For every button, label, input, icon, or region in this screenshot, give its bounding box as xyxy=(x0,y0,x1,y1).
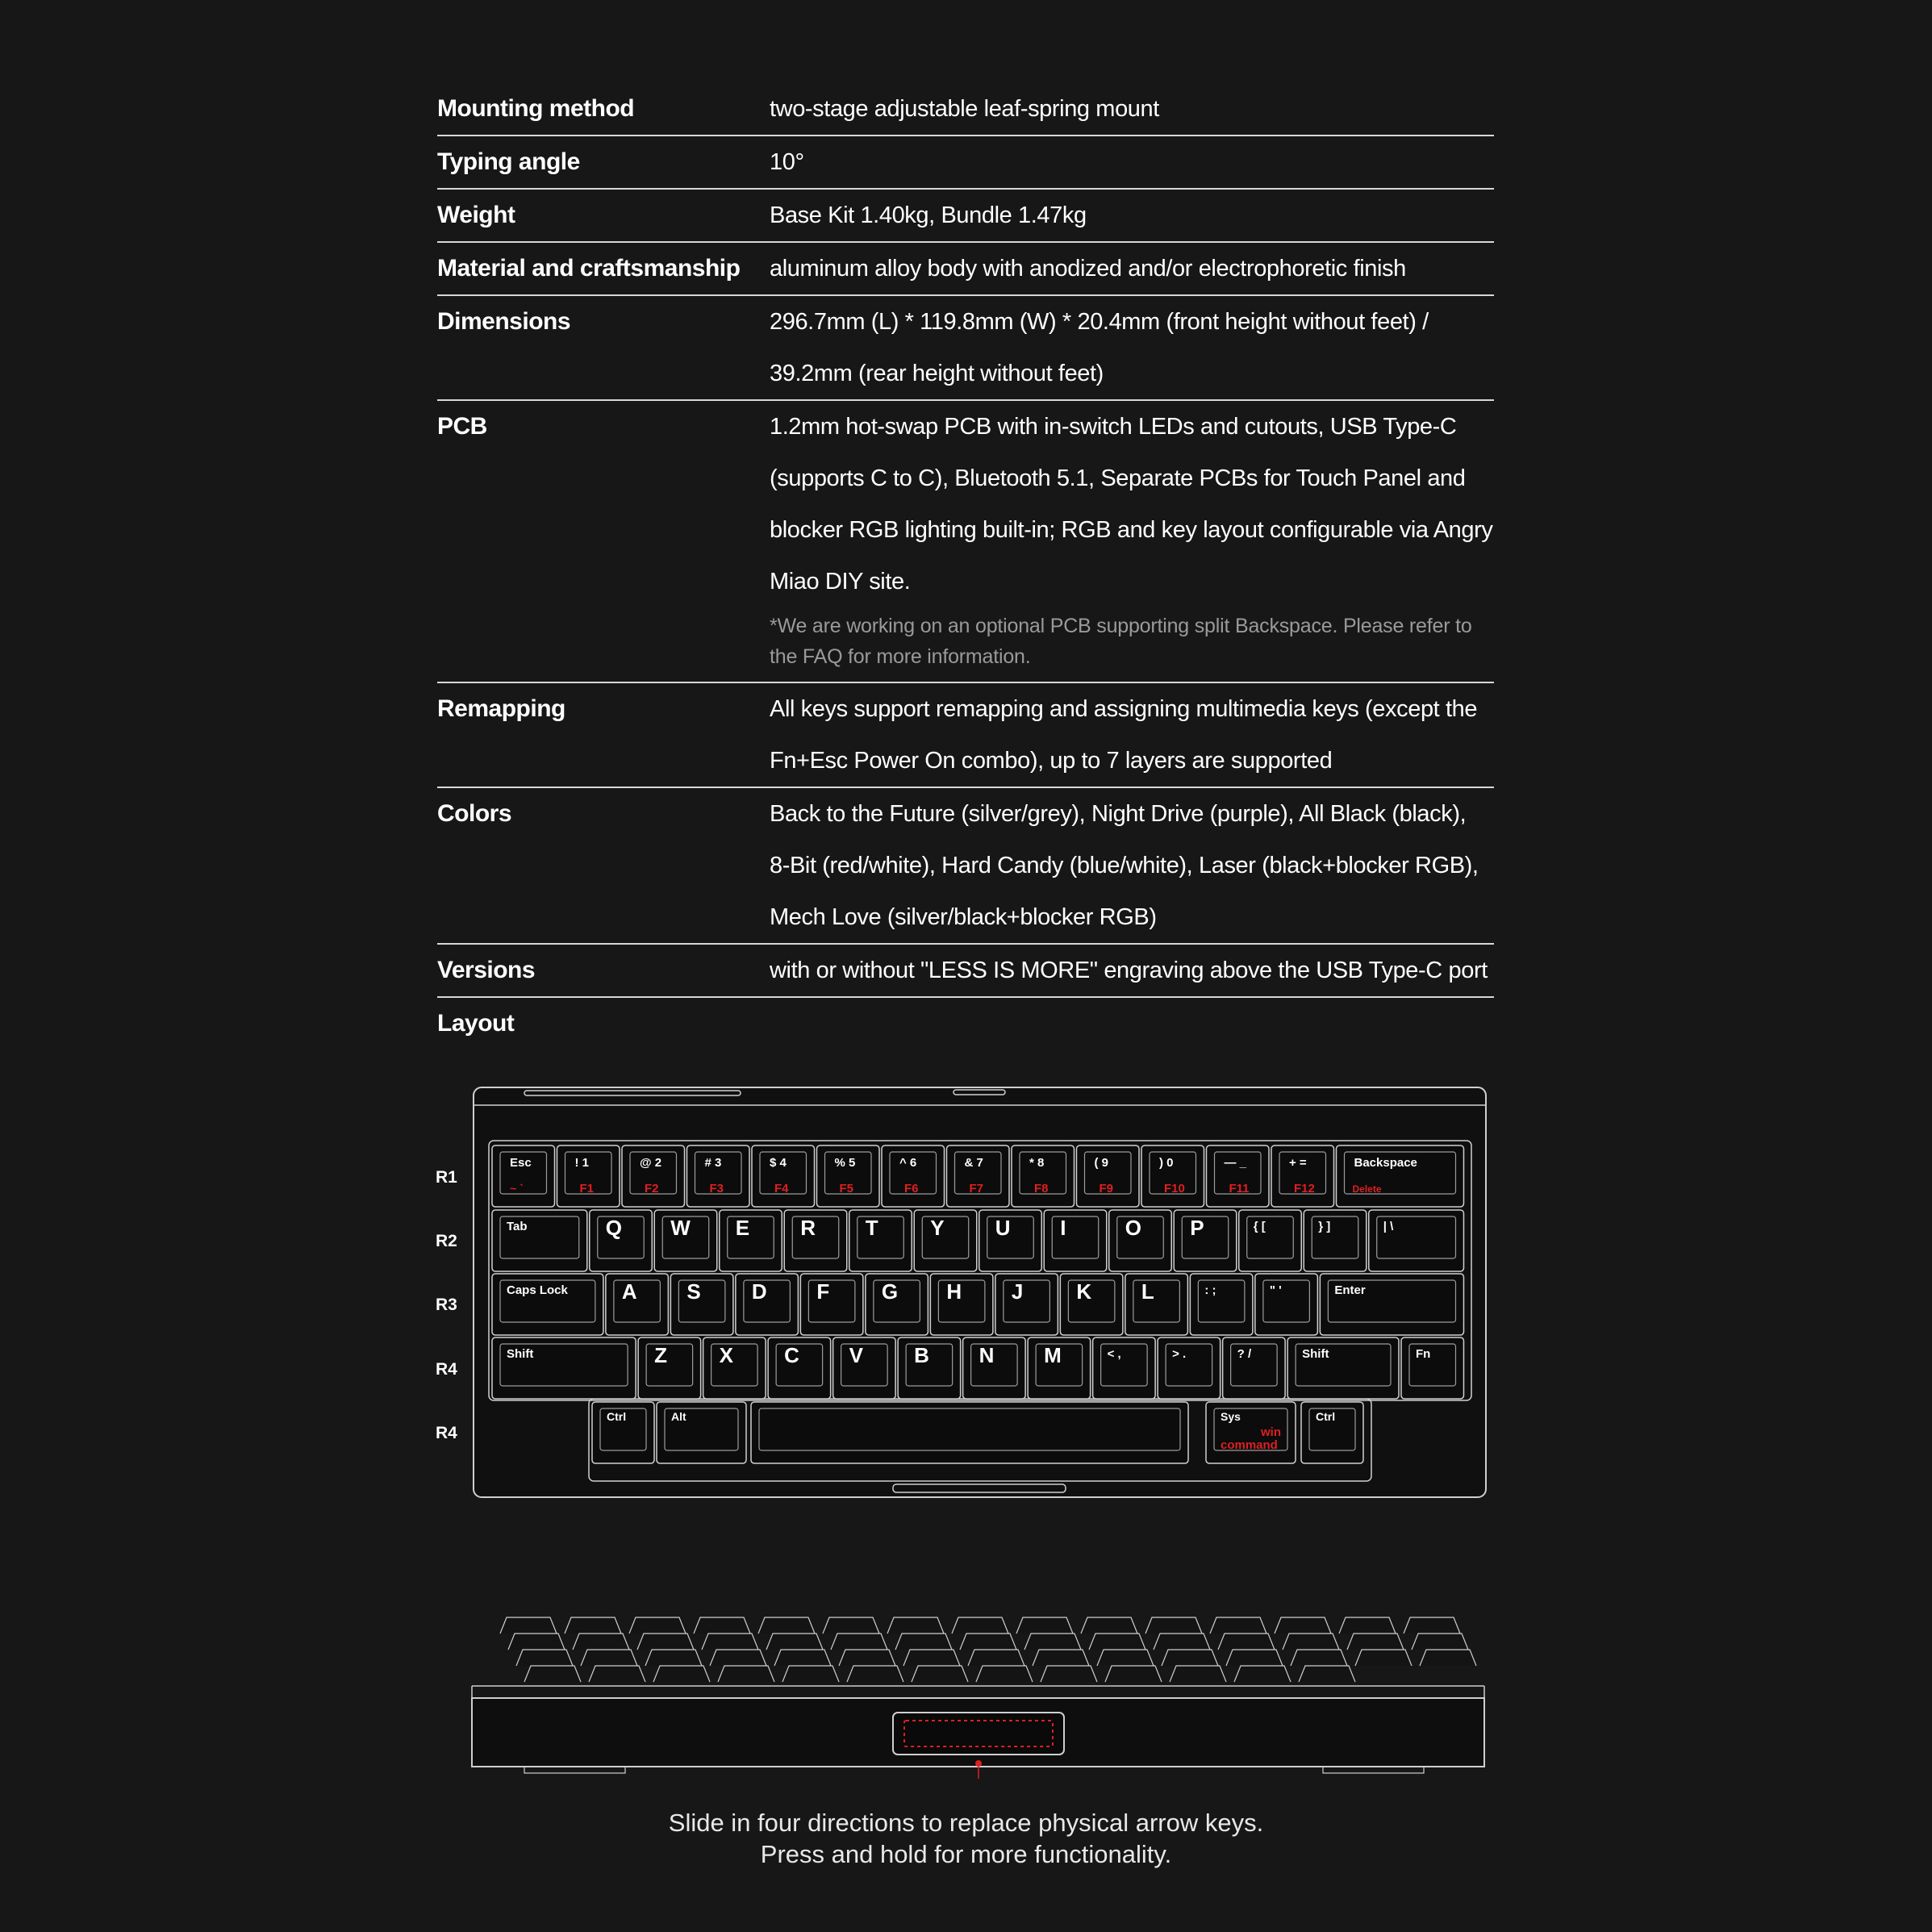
key-legend: Y xyxy=(930,1216,945,1240)
spec-note-line: the FAQ for more information. xyxy=(770,645,1031,668)
key[interactable] xyxy=(1190,1274,1253,1335)
keycap-profile xyxy=(500,1617,557,1634)
key-legend: ~ ` xyxy=(510,1182,524,1195)
keycap-profile xyxy=(637,1634,694,1650)
keycap-profile xyxy=(1154,1634,1210,1650)
key[interactable] xyxy=(1174,1210,1237,1271)
key-legend: ! 1 xyxy=(574,1156,590,1170)
spec-value xyxy=(770,998,1494,1049)
keycap-profile xyxy=(573,1634,629,1650)
keycap-profile xyxy=(1226,1650,1283,1666)
spec-value xyxy=(770,296,1494,399)
key[interactable] xyxy=(947,1145,1010,1207)
spec-label: Dimensions xyxy=(437,308,571,335)
spec-note-line: *We are working on an optional PCB supporting split Backspace. Please refer to xyxy=(770,615,1472,637)
key-legend: C xyxy=(784,1343,799,1367)
spec-row xyxy=(437,401,1494,683)
key-legend: Shift xyxy=(1302,1347,1329,1361)
key-legend: T xyxy=(865,1216,878,1240)
keycap-profile xyxy=(968,1650,1024,1666)
spec-label: Weight xyxy=(437,202,515,228)
keycap-profile xyxy=(1024,1634,1081,1650)
key-legend: S xyxy=(686,1279,701,1304)
keycap-profile xyxy=(629,1617,686,1634)
key-legend: F3 xyxy=(709,1182,724,1196)
key-legend: F10 xyxy=(1164,1182,1185,1196)
key[interactable] xyxy=(1223,1337,1286,1399)
key[interactable] xyxy=(1044,1210,1107,1271)
spec-row xyxy=(437,243,1494,296)
keycap-profile xyxy=(516,1650,573,1666)
spec-label: PCB xyxy=(437,413,487,440)
key-legend: R xyxy=(800,1216,816,1240)
spec-value-line: 10° xyxy=(770,149,804,175)
key-legend: Caps Lock xyxy=(507,1283,568,1297)
key-legend: @ 2 xyxy=(640,1156,662,1170)
key-legend: Delete xyxy=(1352,1183,1382,1195)
key-legend: ) 0 xyxy=(1159,1156,1174,1170)
spec-row xyxy=(437,788,1494,945)
key[interactable] xyxy=(930,1274,993,1335)
key[interactable] xyxy=(622,1145,685,1207)
key-legend: * 8 xyxy=(1029,1156,1045,1170)
keycap-profile xyxy=(1275,1617,1331,1634)
keycap-profile xyxy=(1016,1617,1073,1634)
key-legend: Enter xyxy=(1334,1283,1366,1297)
spec-row xyxy=(437,136,1494,190)
keycap-profile xyxy=(1089,1634,1145,1650)
touch-panel-caption xyxy=(0,1807,1932,1870)
keycap-profile xyxy=(653,1666,710,1682)
keycap-profile xyxy=(1299,1666,1355,1682)
key-legend: Fn xyxy=(1416,1347,1431,1361)
key-legend: N xyxy=(979,1343,995,1367)
caption-line-2: Press and hold for more functionality. xyxy=(760,1840,1172,1868)
spec-label: Colors xyxy=(437,800,512,827)
key[interactable] xyxy=(914,1210,977,1271)
key[interactable] xyxy=(638,1337,701,1399)
keycap-profile xyxy=(508,1634,565,1650)
key[interactable] xyxy=(1401,1337,1464,1399)
key-legend: ^ 6 xyxy=(899,1156,917,1170)
row-label: R4 xyxy=(436,1424,457,1442)
key[interactable] xyxy=(1301,1402,1363,1463)
key-legend: " ' xyxy=(1269,1283,1282,1297)
keycap-profile xyxy=(823,1617,879,1634)
key-legend: } ] xyxy=(1318,1220,1331,1233)
spec-row xyxy=(437,296,1494,401)
key-legend: F2 xyxy=(645,1182,659,1196)
key[interactable] xyxy=(768,1337,831,1399)
key-legend: % 5 xyxy=(834,1156,856,1170)
key-legend: Ctrl xyxy=(607,1410,627,1423)
key[interactable] xyxy=(1255,1274,1318,1335)
foot-left xyxy=(524,1767,625,1773)
keycap-profile xyxy=(702,1634,758,1650)
key-legend: X xyxy=(719,1343,733,1367)
key[interactable] xyxy=(1158,1337,1221,1399)
key[interactable] xyxy=(1077,1145,1140,1207)
keycap-profile xyxy=(766,1634,823,1650)
spec-label: Remapping xyxy=(437,695,565,722)
key-legend: F12 xyxy=(1294,1182,1315,1196)
key-legend: $ 4 xyxy=(770,1156,787,1170)
key-legend: W xyxy=(670,1216,691,1240)
key-legend: O xyxy=(1125,1216,1141,1240)
key[interactable] xyxy=(784,1210,847,1271)
key-legend: A xyxy=(621,1279,637,1304)
keycap-profile xyxy=(831,1634,887,1650)
key-legend: B xyxy=(914,1343,929,1367)
key-legend: win xyxy=(1261,1425,1281,1439)
key-legend: ? / xyxy=(1237,1347,1252,1361)
spec-value-line: Fn+Esc Power On combo), up to 7 layers are supported xyxy=(770,748,1333,774)
keycap-profile xyxy=(895,1634,952,1650)
key-legend: M xyxy=(1044,1343,1062,1367)
key-legend: Shift xyxy=(507,1347,534,1361)
spec-value-line: 39.2mm (rear height without feet) xyxy=(770,361,1104,386)
key[interactable] xyxy=(703,1337,766,1399)
keycap-profile xyxy=(847,1666,903,1682)
key-legend: D xyxy=(751,1279,767,1304)
key-legend: & 7 xyxy=(964,1156,983,1170)
spec-value-line: (supports C to C), Bluetooth 5.1, Separate PCBs for Touch Panel and xyxy=(770,465,1466,491)
key-legend: F6 xyxy=(904,1182,919,1196)
key-legend: > . xyxy=(1172,1347,1187,1361)
key[interactable] xyxy=(1141,1145,1204,1207)
keycap-profile xyxy=(758,1617,815,1634)
caption-line-1: Slide in four directions to replace physical arrow keys. xyxy=(668,1809,1264,1837)
spec-value-line: with or without "LESS IS MORE" engraving above the USB Type-C port xyxy=(770,958,1488,983)
key-legend: Z xyxy=(654,1343,668,1367)
keycap-profile xyxy=(1291,1650,1347,1666)
spec-label: Layout xyxy=(437,1010,515,1037)
key-legend: + = xyxy=(1289,1156,1307,1170)
key[interactable] xyxy=(1239,1210,1302,1271)
keycap-profile xyxy=(839,1650,895,1666)
keycap-profile xyxy=(1145,1617,1202,1634)
keycap-profile xyxy=(1041,1666,1097,1682)
keycap-profile xyxy=(903,1650,960,1666)
key[interactable] xyxy=(800,1274,863,1335)
keycap-profile xyxy=(718,1666,774,1682)
key-legend: Ctrl xyxy=(1316,1410,1336,1423)
spec-value xyxy=(770,83,1494,135)
keycap-profile xyxy=(694,1617,750,1634)
key[interactable] xyxy=(492,1337,636,1399)
key-legend: F1 xyxy=(579,1182,595,1196)
spec-value xyxy=(770,190,1494,241)
keycap-profile xyxy=(1412,1634,1468,1650)
key[interactable] xyxy=(995,1274,1058,1335)
key[interactable] xyxy=(1206,1402,1296,1463)
spec-value xyxy=(770,683,1494,787)
key[interactable] xyxy=(590,1210,653,1271)
keycap-profile xyxy=(774,1650,831,1666)
touch-panel-pointer-dot xyxy=(975,1760,982,1767)
key-legend: F7 xyxy=(969,1182,984,1196)
key[interactable] xyxy=(654,1210,717,1271)
keyboard-side-view xyxy=(464,1609,1488,1779)
key[interactable] xyxy=(492,1274,603,1335)
keycap-profile xyxy=(952,1617,1008,1634)
key[interactable] xyxy=(1012,1145,1074,1207)
keycap-profile xyxy=(589,1666,645,1682)
key-legend: ( 9 xyxy=(1094,1156,1109,1170)
key-legend: F9 xyxy=(1099,1182,1114,1196)
key[interactable] xyxy=(979,1210,1042,1271)
key[interactable] xyxy=(592,1402,654,1463)
spec-value-line: 296.7mm (L) * 119.8mm (W) * 20.4mm (front height without feet) / xyxy=(770,309,1429,335)
spec-label: Material and craftsmanship xyxy=(437,255,741,282)
keycap-profile xyxy=(912,1666,968,1682)
key[interactable] xyxy=(1369,1210,1464,1271)
keycap-profile xyxy=(782,1666,839,1682)
row-label: R3 xyxy=(436,1296,457,1314)
key-legend: F11 xyxy=(1229,1182,1250,1196)
key[interactable] xyxy=(849,1210,912,1271)
key[interactable] xyxy=(1125,1274,1188,1335)
spec-value xyxy=(770,945,1494,996)
spec-row xyxy=(437,190,1494,243)
key-legend: G xyxy=(881,1279,899,1304)
spec-value xyxy=(770,401,1494,682)
key-legend: Esc xyxy=(510,1156,532,1170)
keycap-profile xyxy=(887,1617,944,1634)
keycap-profile xyxy=(1218,1634,1275,1650)
key-legend: K xyxy=(1076,1279,1092,1304)
key-legend: Sys xyxy=(1221,1410,1241,1423)
spec-table xyxy=(437,83,1494,1049)
key-legend: # 3 xyxy=(704,1156,722,1170)
key-legend: U xyxy=(995,1216,1011,1240)
keycap-profile xyxy=(1339,1617,1396,1634)
spec-value xyxy=(770,788,1494,943)
spec-label: Mounting method xyxy=(437,95,635,122)
keycap-profile xyxy=(1420,1650,1476,1666)
spec-value-line: Miao DIY site. xyxy=(770,569,911,595)
row-label: R2 xyxy=(436,1232,457,1250)
keycap-profile xyxy=(1105,1666,1162,1682)
key-legend: F8 xyxy=(1034,1182,1049,1196)
keycap-profile xyxy=(1097,1650,1154,1666)
key-legend: L xyxy=(1141,1279,1154,1304)
keycap-profile xyxy=(1283,1634,1339,1650)
keycap-profile xyxy=(581,1650,637,1666)
key-legend: < , xyxy=(1107,1347,1121,1361)
key[interactable] xyxy=(751,1402,1188,1463)
key-legend: — _ xyxy=(1224,1156,1247,1170)
keycap-profile xyxy=(1347,1634,1404,1650)
key[interactable] xyxy=(720,1210,782,1271)
keycap-profile xyxy=(565,1617,621,1634)
keycap-profile xyxy=(1355,1650,1412,1666)
spec-row xyxy=(437,83,1494,136)
key[interactable] xyxy=(833,1337,896,1399)
key-legend: H xyxy=(946,1279,962,1304)
key-legend: Q xyxy=(605,1216,622,1240)
key[interactable] xyxy=(882,1145,945,1207)
key[interactable] xyxy=(1320,1274,1463,1335)
key[interactable] xyxy=(670,1274,733,1335)
spec-label: Typing angle xyxy=(437,148,580,175)
key-legend: : ; xyxy=(1204,1283,1216,1297)
key[interactable] xyxy=(866,1274,928,1335)
keycap-profile xyxy=(1234,1666,1291,1682)
key[interactable] xyxy=(898,1337,961,1399)
keycap-profile xyxy=(1404,1617,1460,1634)
key-legend: { [ xyxy=(1253,1220,1266,1233)
key-legend: command xyxy=(1221,1438,1278,1452)
spec-note xyxy=(770,607,1494,682)
keycap-profile xyxy=(645,1650,702,1666)
spec-value-line: 8-Bit (red/white), Hard Candy (blue/white), Laser (black+blocker RGB), xyxy=(770,853,1479,878)
key[interactable] xyxy=(736,1274,799,1335)
spec-value-line: Base Kit 1.40kg, Bundle 1.47kg xyxy=(770,202,1087,228)
keycap-profile xyxy=(524,1666,581,1682)
key-legend: F xyxy=(816,1279,830,1304)
key[interactable] xyxy=(1271,1145,1334,1207)
key[interactable] xyxy=(492,1145,555,1207)
key-legend: J xyxy=(1011,1279,1024,1304)
spec-value xyxy=(770,243,1494,294)
key-legend: V xyxy=(849,1343,863,1367)
key-legend: P xyxy=(1190,1216,1204,1240)
key[interactable] xyxy=(557,1145,620,1207)
key[interactable] xyxy=(492,1210,587,1271)
spec-label: Versions xyxy=(437,957,536,983)
spec-value xyxy=(770,136,1494,188)
key[interactable] xyxy=(752,1145,815,1207)
key[interactable] xyxy=(817,1145,880,1207)
touch-panel xyxy=(893,1713,1064,1755)
spec-value-line: Mech Love (silver/black+blocker RGB) xyxy=(770,904,1157,930)
key[interactable] xyxy=(1109,1210,1172,1271)
key[interactable] xyxy=(687,1145,750,1207)
key[interactable] xyxy=(1207,1145,1270,1207)
key-legend: Alt xyxy=(671,1410,686,1423)
key[interactable] xyxy=(1093,1337,1156,1399)
keyboard-layout-diagram xyxy=(419,1073,1500,1508)
key[interactable] xyxy=(606,1274,669,1335)
key-legend: Backspace xyxy=(1354,1156,1417,1170)
spec-value-line: Back to the Future (silver/grey), Night Drive (purple), All Black (black), xyxy=(770,801,1467,827)
row-label: R4 xyxy=(436,1360,457,1379)
keycap-profile xyxy=(1210,1617,1266,1634)
keycap-profile xyxy=(1033,1650,1089,1666)
spec-row xyxy=(437,998,1494,1049)
keycap-profile xyxy=(960,1634,1016,1650)
key-legend: | \ xyxy=(1383,1220,1394,1233)
key-legend: F5 xyxy=(839,1182,854,1196)
key[interactable] xyxy=(1304,1210,1367,1271)
key[interactable] xyxy=(1028,1337,1091,1399)
keycap-profile xyxy=(710,1650,766,1666)
spec-row xyxy=(437,945,1494,998)
key-legend: F4 xyxy=(774,1182,789,1196)
key[interactable] xyxy=(963,1337,1026,1399)
row-label: R1 xyxy=(436,1168,457,1187)
key[interactable] xyxy=(1287,1337,1399,1399)
foot-right xyxy=(1323,1767,1424,1773)
keycap-profile xyxy=(1081,1617,1137,1634)
key-legend: E xyxy=(735,1216,750,1240)
spec-value-line: 1.2mm hot-swap PCB with in-switch LEDs and cutouts, USB Type-C xyxy=(770,414,1457,440)
spec-value-line: blocker RGB lighting built-in; RGB and key layout configurable via Angry xyxy=(770,517,1493,543)
spec-value-line: All keys support remapping and assigning multimedia keys (except the xyxy=(770,696,1478,722)
spec-value-line: two-stage adjustable leaf-spring mount xyxy=(770,96,1159,122)
key-legend: I xyxy=(1060,1216,1066,1240)
keycap-profile xyxy=(1170,1666,1226,1682)
spec-value-line: aluminum alloy body with anodized and/or electrophoretic finish xyxy=(770,256,1406,282)
keycap-profile xyxy=(1162,1650,1218,1666)
spec-row xyxy=(437,683,1494,788)
keycap-profile xyxy=(976,1666,1033,1682)
key-legend: Tab xyxy=(507,1220,528,1233)
key[interactable] xyxy=(1060,1274,1123,1335)
key[interactable] xyxy=(657,1402,746,1463)
key[interactable] xyxy=(1337,1145,1464,1207)
